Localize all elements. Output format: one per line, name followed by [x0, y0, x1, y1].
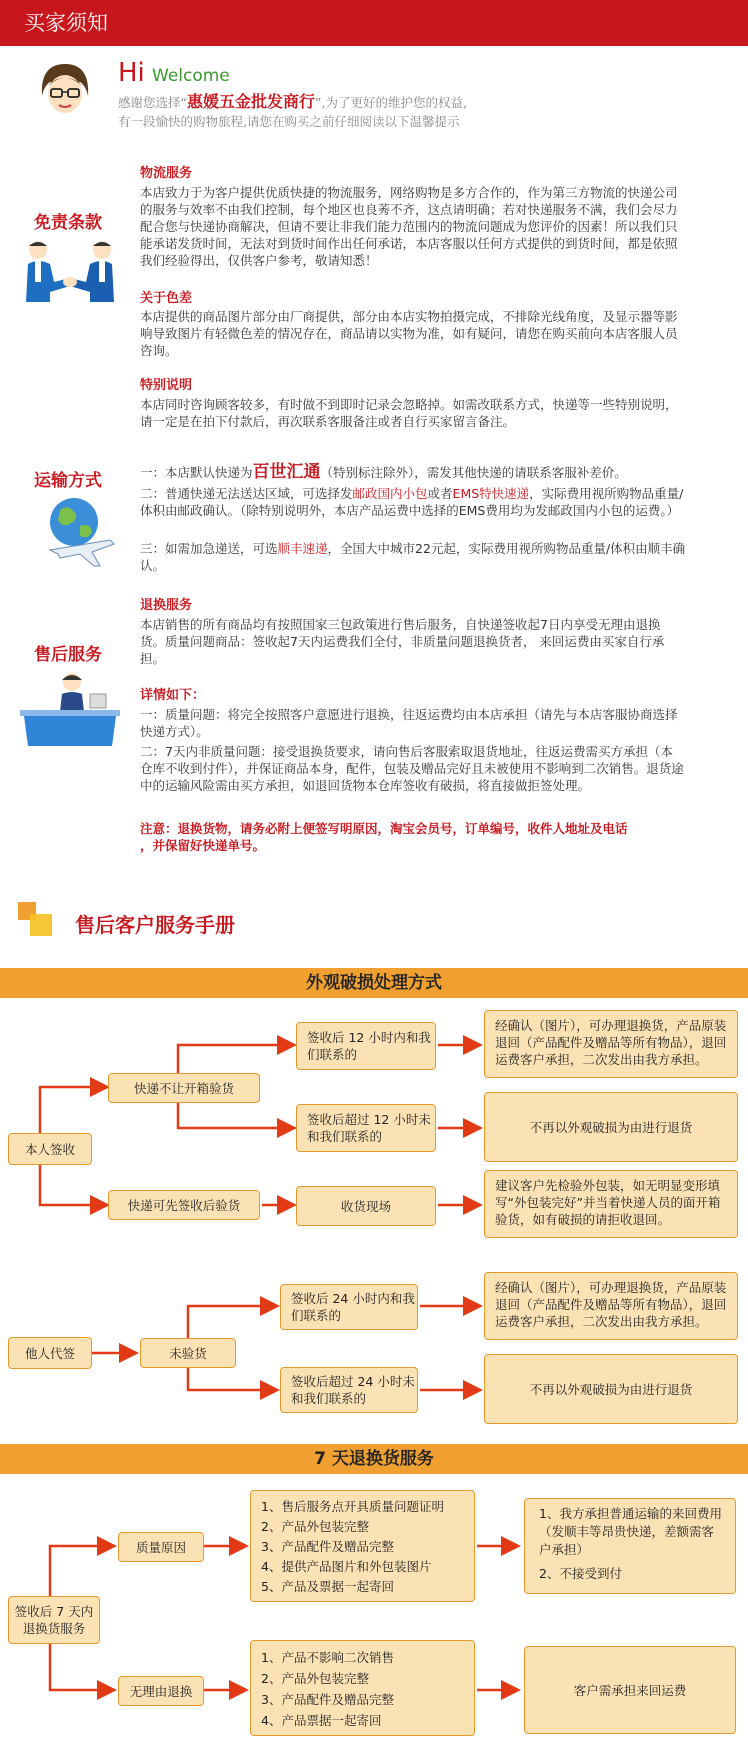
sf-express: 顺丰速递 [277, 541, 328, 556]
quality-result: 1、我方承担普通运输的来回费用（发顺丰等昂贵快递，差额需客户承担） [539, 1506, 722, 1557]
detail-1: 一：质量问题：将完全按照客户意愿进行退换，往返运费均由本店承担（请先与本店客服协商选择快递方式）。 [140, 707, 678, 739]
open-first-box: 快递可先签收后验货 [108, 1190, 260, 1220]
quality-result-box [524, 1498, 736, 1594]
logistics-text: 本店致力于为客户提供优质快捷的物流服务，网络购物是多方合作的，作为第三方物流的快递公司的服务与效率不由我们控制，每个地区也良莠不齐，这点请明确；若对快递服务不满，我们会尽力配合您与快递协商解决，但请不要让非我们能力范围内的物流问题成为您评价的因素！所以我们只能承诺发货时间，无法对到货时间作出任何承诺，本店客服以任何方式提供的到货时间，都是依照我们经验得出，仅供客户参考，敬请知悉！ [140, 185, 678, 268]
intro-post: ”,为了更好的维护您的权益, [315, 95, 467, 110]
shipping-l2-mid: 或者 [427, 486, 453, 501]
within-12h-box: 签收后 12 小时内和我们联系的 [296, 1022, 436, 1070]
manual-title: 售后客户服务手册 [75, 913, 235, 937]
noreason-result-box: 客户需承担来回运费 [524, 1646, 736, 1734]
noreason-conditions-box [250, 1640, 475, 1736]
special-text: 本店同时咨询顾客较多，有时做不到即时记录会忽略掉。如需改联系方式，快递等一些特别说明，请一定是在拍下付款后，再次联系客服备注或者自行买家留言备注。 [140, 397, 678, 429]
no-reason-box: 无理由退换 [118, 1676, 204, 1706]
over-12h-box: 签收后超过 12 小时未和我们联系的 [296, 1104, 436, 1152]
special-title: 特别说明 [140, 378, 193, 393]
color-title: 关于色差 [140, 291, 193, 306]
intro-line2: 有一段愉快的购物旅程,请您在购买之前仔细阅读以下温馨提示 [118, 114, 460, 129]
confirm-result-box-2: 经确认（图片），可办理退换货，产品原装退回（产品配件及赠品等所有物品），退回运费客户承担，二次发出由我方承担。 [484, 1272, 738, 1340]
intro-pre: 感谢您选择“ [118, 95, 187, 110]
shipping-l1-pre: 一：本店默认快递为 [140, 465, 253, 480]
noreason-condition: 2、产品外包装完整 [261, 1671, 369, 1686]
shipping-l2-post: ，实际费用视所购物品重量/体积由邮政确认。（除特别说明外，本店产品运费中选择的EMS费用均为发邮政国内小包的运费。） [140, 486, 684, 518]
check-result-box: 建议客户先检验外包装，如无明显变形填写“外包装完好”并当着快递人员的面开箱验货，如有破损的请拒收退回。 [484, 1170, 738, 1238]
refuse-result-box-2: 不再以外观破损为由进行退货 [484, 1354, 738, 1424]
self-sign-box: 本人签收 [8, 1133, 92, 1165]
default-courier: 百世汇通 [252, 462, 321, 482]
color-text: 本店提供的商品图片部分由厂商提供，部分由本店实物拍摄完成，不排除光线角度，及显示器等影响导致图片有轻微色差的情况存在，商品请以实物为准，如有疑问，请您在购买前向本店客服人员咨询。 [140, 309, 678, 358]
within-24h-box: 签收后 24 小时内和我们联系的 [280, 1284, 418, 1330]
seven-day-bar: 7 天退换货服务 [0, 1444, 748, 1474]
over-24h-box: 签收后超过 24 小时未和我们联系的 [280, 1367, 418, 1413]
quality-condition: 2、产品外包装完整 [261, 1519, 369, 1534]
confirm-result-box: 经确认（图片），可办理退换货，产品原装退回（产品配件及赠品等所有物品），退回运费客户承担，二次发出由我方承担。 [484, 1010, 738, 1078]
greeting-hi: Hi [118, 58, 145, 88]
quality-conditions-box [250, 1490, 475, 1602]
logistics-title: 物流服务 [140, 166, 193, 181]
damage-bar: 外观破损处理方式 [0, 968, 748, 998]
not-checked-box: 未验货 [140, 1338, 236, 1368]
shipping-l3-pre: 三：如需加急递送，可选 [140, 541, 278, 556]
shop-name: 惠媛五金批发商行 [186, 92, 315, 111]
refuse-result-box: 不再以外观破损为由进行退货 [484, 1092, 738, 1162]
disclaimer-title: 免责条款 [34, 213, 102, 233]
shipping-l2-pre: 二：普通快递无法送达区域，可选择发 [140, 486, 353, 501]
noreason-condition: 3、产品配件及赠品完整 [261, 1692, 394, 1707]
note-line2: ，并保留好快递单号。 [140, 838, 266, 853]
shipping-title: 运输方式 [34, 471, 102, 491]
shipping-l1-post: （特别标注除外），需发其他快递的请联系客服补差价。 [320, 465, 627, 480]
aftersale-title: 售后服务 [34, 645, 102, 665]
greeting-welcome: Welcome [152, 66, 230, 86]
quality-condition: 3、产品配件及赠品完整 [261, 1539, 394, 1554]
noreason-condition: 1、产品不影响二次销售 [261, 1650, 394, 1665]
details-title: 详情如下： [140, 688, 206, 703]
no-open-box: 快递不让开箱验货 [108, 1073, 260, 1103]
receive-site-box: 收货现场 [296, 1186, 436, 1226]
postal-small-pack: 邮政国内小包 [352, 486, 428, 501]
quality-condition: 1、售后服务点开具质量问题证明 [261, 1499, 444, 1514]
note-line1: 注意：退换货物，请务必附上便签写明原因，淘宝会员号，订单编号，收件人地址及电话 [140, 821, 628, 836]
header-title: 买家须知 [24, 11, 108, 35]
exchange-title: 退换服务 [140, 598, 193, 613]
quality-condition: 5、产品及票据一起寄回 [261, 1579, 394, 1594]
exchange-text: 本店销售的所有商品均有按照国家三包政策进行售后服务，自快递签收起7日内享受无理由退换货。质量问题商品：签收起7天内运费我们全付，非质量问题退换货者， 来回运费由买家自行承担。 [140, 617, 665, 666]
other-sign-box: 他人代签 [8, 1337, 92, 1369]
seven-day-root-box: 签收后 7 天内退换货服务 [8, 1596, 100, 1644]
quality-result: 2、不接受到付 [539, 1566, 622, 1581]
ems-express: EMS特快速递 [452, 486, 530, 501]
quality-reason-box: 质量原因 [118, 1532, 204, 1562]
quality-condition: 4、提供产品图片和外包装图片 [261, 1559, 432, 1574]
noreason-condition: 4、产品票据一起寄回 [261, 1713, 382, 1728]
shipping-l3-post: ，全国大中城市22元起，实际费用视所购物品重量/体积由顺丰确认。 [140, 541, 686, 573]
detail-2: 二：7天内非质量问题：接受退换货要求，请向售后客服索取退货地址，往返运费需买方承担（本仓库不收到付件），并保证商品本身，配件，包装及赠品完好且未被使用不影响到二次销售。退货途中的运输风险需由买方承担，如退回货物本仓库签收有破损，将直接做拒签处理。 [140, 744, 684, 793]
